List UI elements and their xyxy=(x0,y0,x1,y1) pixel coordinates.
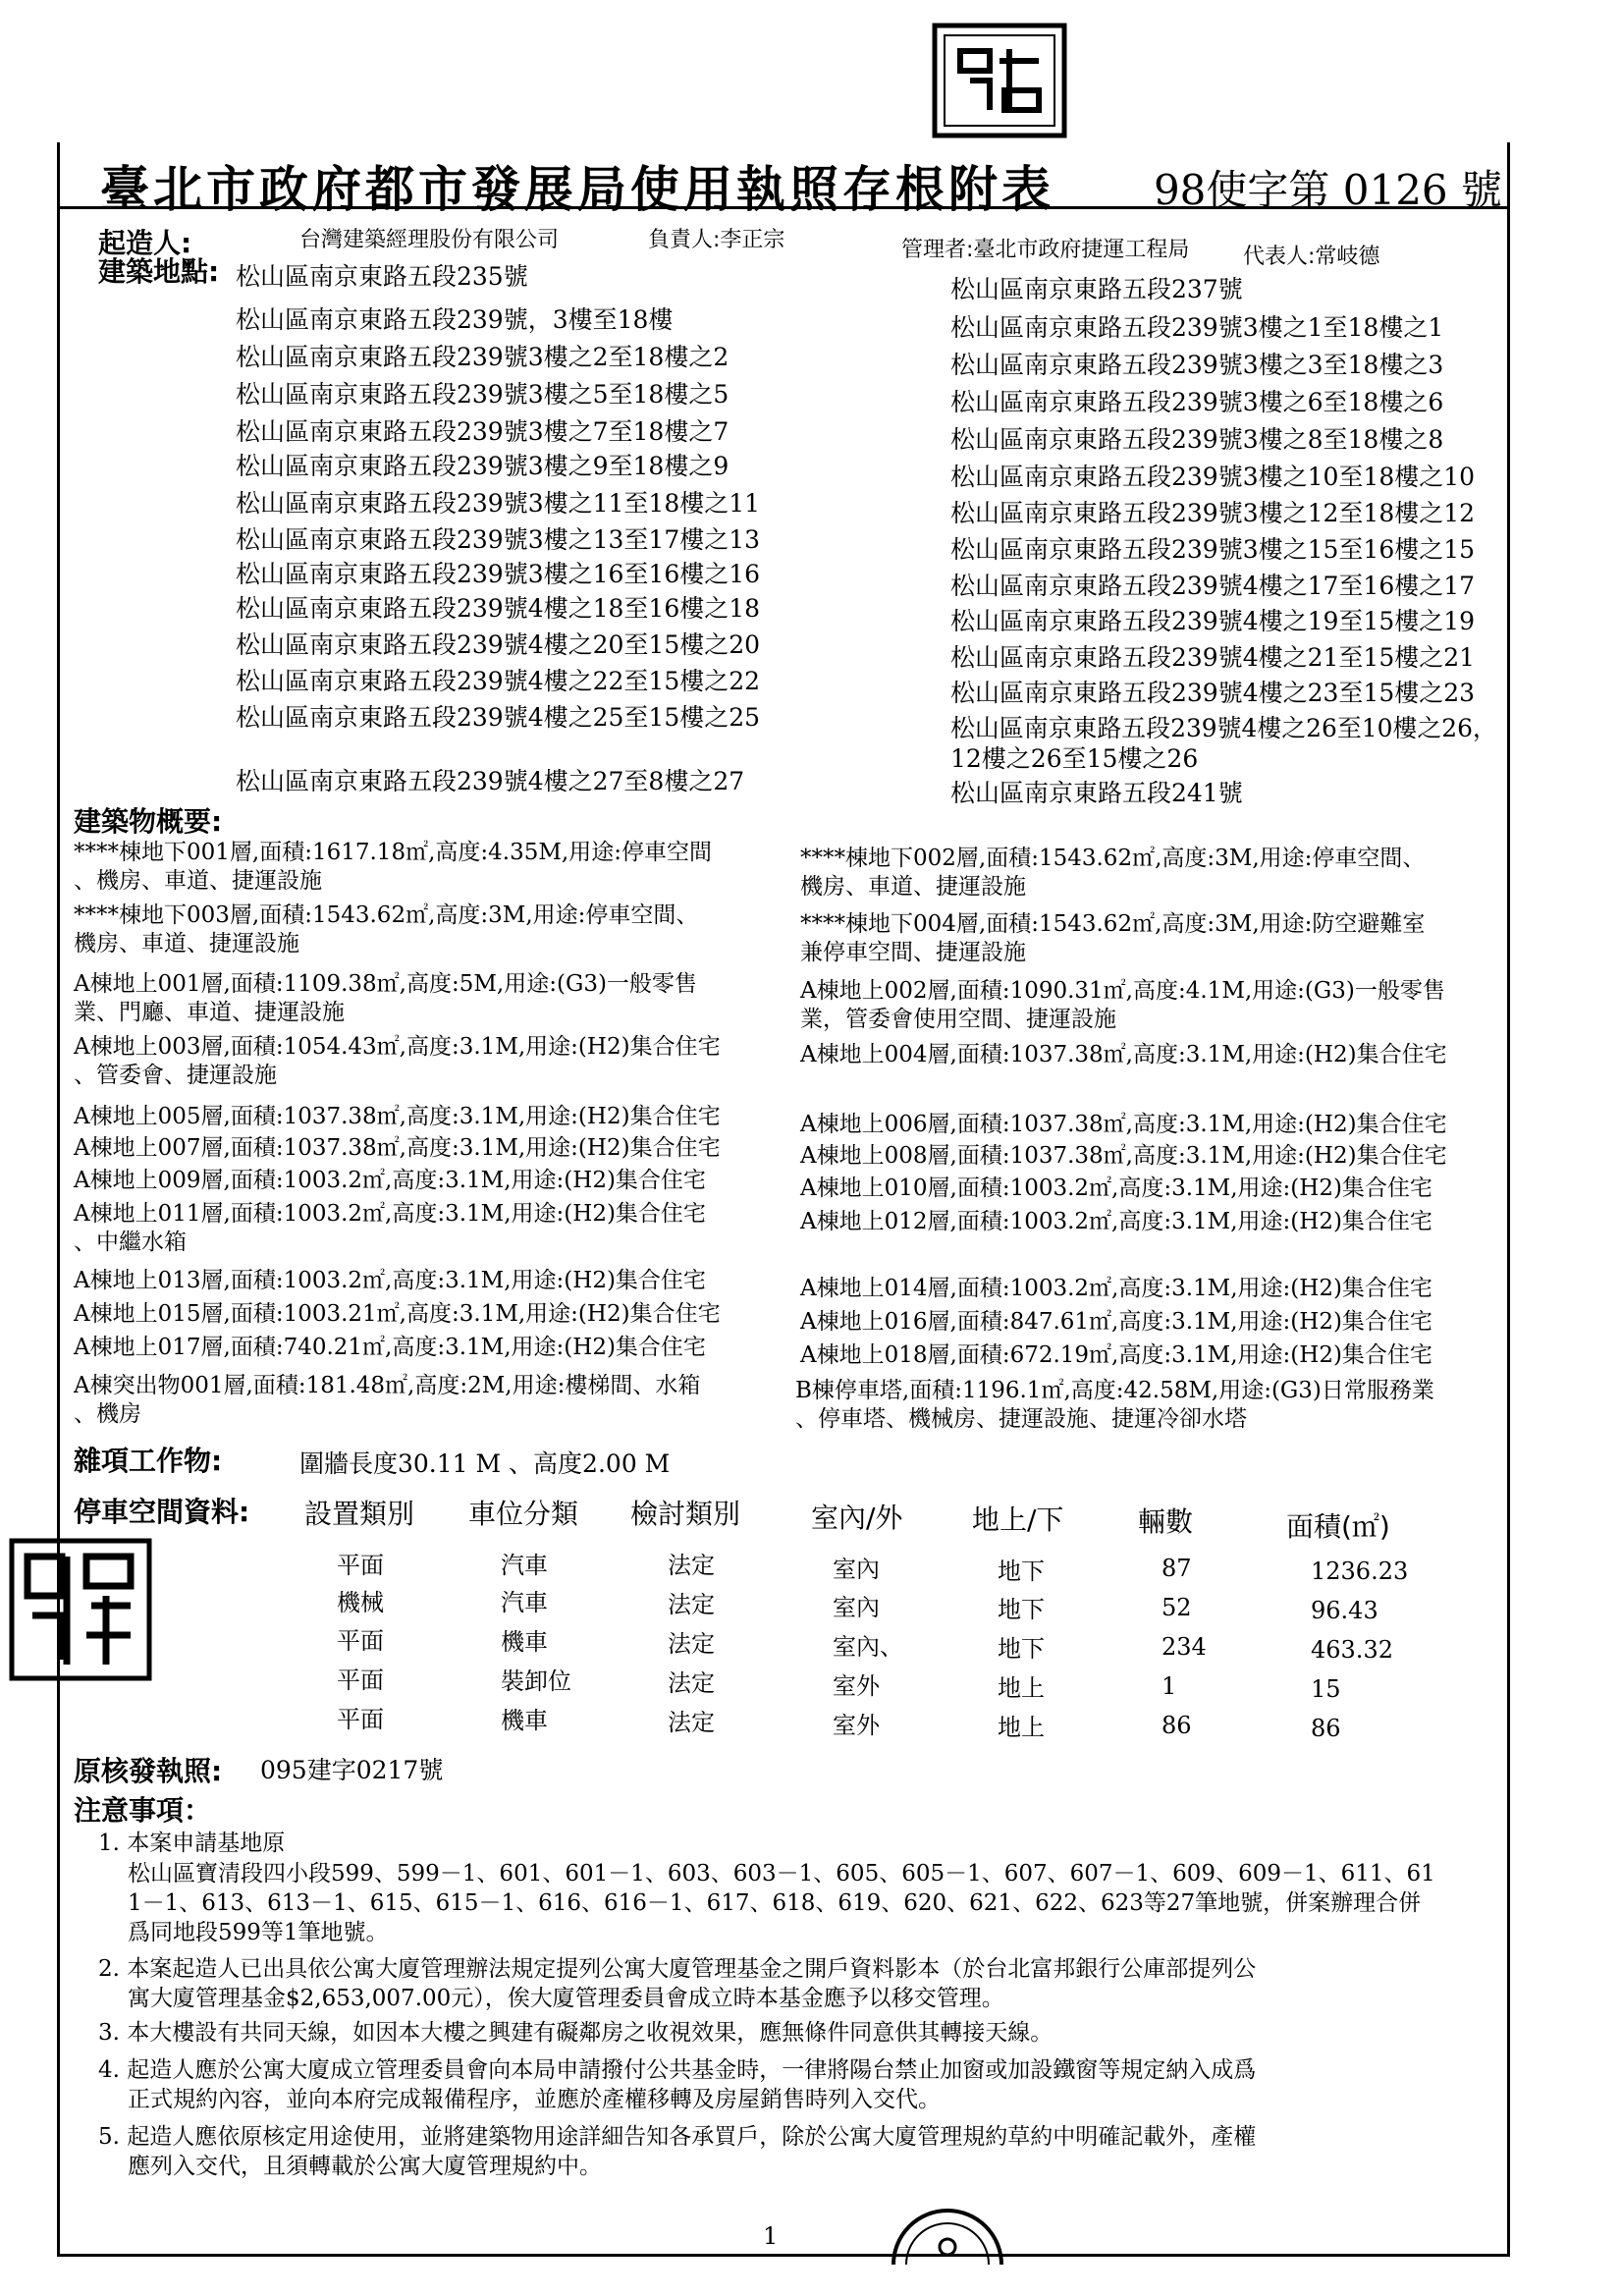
parking-cell: 平面 xyxy=(337,1627,384,1655)
note-line: 3. 本大樓設有共同天線，如因本大樓之興建有礙鄰房之收視效果，應無條件同意供其轉接天線。 xyxy=(98,2020,1054,2046)
parking-cell: 15 xyxy=(1311,1675,1341,1703)
parking-cell: 法定 xyxy=(668,1709,715,1736)
title-row xyxy=(57,131,1510,218)
overview-line-left: 、機房、車道、捷運設施 xyxy=(74,868,322,894)
note-line: 2. 本案起造人已出具依公寓大廈管理辦法規定提列公寓大廈管理基金之開戶資料影本（於台北富邦銀行公庫部提列公 xyxy=(98,1956,1257,1982)
parking-label: 停車空間資料: xyxy=(74,1496,250,1528)
parking-cell: 法定 xyxy=(668,1552,715,1579)
overview-line-right: 業，管委會使用空間、捷運設施 xyxy=(800,1007,1116,1032)
site-address-left: 松山區南京東路五段239號3樓之11至18樓之11 xyxy=(236,489,761,518)
site-address-right: 松山區南京東路五段239號3樓之10至18樓之10 xyxy=(950,463,1476,491)
parking-cell: 地上 xyxy=(998,1714,1045,1741)
overview-line-left: A棟地上017層,面積:740.21㎡,高度:3.1M,用途:(H2)集合住宅 xyxy=(74,1335,706,1360)
note-line: 1－1、613、613－1、615、615－1、616、616－1、617、618、619、620、621、622、623等27筆地號，併案辦理合併 xyxy=(128,1890,1422,1916)
site-address-left: 松山區南京東路五段239號3樓之7至18樓之7 xyxy=(236,417,729,446)
note-line: 應列入交代，且須轉載於公寓大廈管理規約中。 xyxy=(128,2154,602,2179)
parking-header: 設置類別 xyxy=(304,1498,415,1530)
site-address-left: 松山區南京東路五段239號4樓之27至8樓之27 xyxy=(236,767,745,795)
overview-line-left: 、機房 xyxy=(74,1401,141,1427)
overview-line-left: A棟地上005層,面積:1037.38㎡,高度:3.1M,用途:(H2)集合住宅 xyxy=(74,1104,721,1129)
parking-cell: 地下 xyxy=(998,1635,1045,1663)
parking-header: 室內/外 xyxy=(811,1502,903,1534)
parking-cell: 法定 xyxy=(668,1591,715,1618)
overview-line-right: A棟地上014層,面積:1003.2㎡,高度:3.1M,用途:(H2)集合住宅 xyxy=(800,1276,1432,1301)
overview-label: 建築物概要: xyxy=(74,805,223,838)
overview-line-left: A棟地上009層,面積:1003.2㎡,高度:3.1M,用途:(H2)集合住宅 xyxy=(74,1168,706,1193)
manager-rep: 代表人:常岐德 xyxy=(1243,245,1380,269)
parking-cell: 52 xyxy=(1162,1594,1192,1621)
overview-line-right: A棟地上010層,面積:1003.2㎡,高度:3.1M,用途:(H2)集合住宅 xyxy=(800,1175,1432,1201)
parking-cell: 汽車 xyxy=(501,1552,548,1579)
parking-cell: 平面 xyxy=(337,1552,384,1579)
site-address-left: 松山區南京東路五段239號4樓之20至15樓之20 xyxy=(236,630,761,659)
parking-cell: 法定 xyxy=(668,1669,715,1697)
site-address-left: 松山區南京東路五段239號4樓之22至15樓之22 xyxy=(236,667,761,695)
parking-cell: 1236.23 xyxy=(1311,1558,1409,1585)
parking-cell: 地上 xyxy=(998,1674,1045,1702)
site-address-left: 松山區南京東路五段239號3樓之2至18樓之2 xyxy=(236,343,729,371)
parking-cell: 地下 xyxy=(998,1558,1045,1585)
parking-cell: 室內、 xyxy=(833,1633,903,1661)
overview-line-right: 機房、車道、捷運設施 xyxy=(800,874,1026,900)
overview-line-left: 機房、車道、捷運設施 xyxy=(74,931,299,957)
overview-line-left: A棟突出物001層,面積:181.48㎡,高度:2M,用途:樓梯間、水箱 xyxy=(74,1373,701,1398)
top-seal xyxy=(931,22,1068,141)
site-address-right: 松山區南京東路五段239號3樓之1至18樓之1 xyxy=(950,313,1444,342)
site-address-right: 松山區南京東路五段237號 xyxy=(950,275,1243,303)
parking-cell: 室內 xyxy=(833,1556,880,1583)
misc-label: 雜項工作物: xyxy=(74,1445,223,1477)
site-address-right: 松山區南京東路五段239號3樓之3至18樓之3 xyxy=(950,351,1444,379)
site-address-left: 松山區南京東路五段239號4樓之25至15樓之25 xyxy=(236,703,761,732)
note-line: 寓大廈管理基金$2,653,007.00元），俟大廈管理委員會成立時本基金應予以移交管理。 xyxy=(128,1986,1004,2011)
site-address-left: 松山區南京東路五段239號，3樓至18樓 xyxy=(236,305,674,334)
parking-cell: 法定 xyxy=(668,1630,715,1658)
site-label: 建築地點: xyxy=(98,255,220,288)
page-title: 臺北市政府都市發展局使用執照存根附表 xyxy=(100,160,1054,218)
site-address-right: 松山區南京東路五段239號4樓之17至16樓之17 xyxy=(950,572,1476,600)
parking-cell: 機械 xyxy=(337,1589,384,1616)
site-address-left: 松山區南京東路五段239號3樓之5至18樓之5 xyxy=(236,380,729,409)
overview-line-left: A棟地上001層,面積:1109.38㎡,高度:5M,用途:(G3)一般零售 xyxy=(74,971,697,997)
site-address-right: 松山區南京東路五段239號3樓之12至18樓之12 xyxy=(950,499,1476,527)
parking-cell: 平面 xyxy=(337,1706,384,1733)
overview-line-left: A棟地上015層,面積:1003.21㎡,高度:3.1M,用途:(H2)集合住宅 xyxy=(74,1301,721,1327)
note-line: 松山區寶清段四小段599、599－1、601、601－1、603、603－1、605、605－1、607、607－1、609、609－1、611、61 xyxy=(128,1861,1435,1886)
overview-line-left: A棟地上011層,面積:1003.2㎡,高度:3.1M,用途:(H2)集合住宅 xyxy=(74,1201,706,1227)
site-address-right: 松山區南京東路五段239號4樓之23至15樓之23 xyxy=(950,679,1476,707)
parking-cell: 234 xyxy=(1162,1633,1207,1661)
overview-line-left: A棟地上013層,面積:1003.2㎡,高度:3.1M,用途:(H2)集合住宅 xyxy=(74,1268,706,1293)
note-line: 1. 本案申請基地原 xyxy=(98,1831,286,1856)
overview-line-right: 、停車塔、機械房、捷運設施、捷運冷卻水塔 xyxy=(795,1406,1247,1432)
page-number: 1 xyxy=(763,2222,779,2250)
parking-header: 車位分類 xyxy=(468,1498,579,1530)
site-address-left: 松山區南京東路五段235號 xyxy=(236,262,528,291)
note-line: 爲同地段599等1筆地號。 xyxy=(128,1920,389,1945)
site-address-right: 松山區南京東路五段239號3樓之15至16樓之15 xyxy=(950,535,1476,564)
parking-cell: 1 xyxy=(1162,1672,1177,1700)
overview-line-left: 、中繼水箱 xyxy=(74,1230,187,1255)
parking-cell: 86 xyxy=(1311,1715,1341,1742)
overview-line-right: A棟地上016層,面積:847.61㎡,高度:3.1M,用途:(H2)集合住宅 xyxy=(800,1309,1432,1335)
overview-line-right: A棟地上018層,面積:672.19㎡,高度:3.1M,用途:(H2)集合住宅 xyxy=(800,1342,1432,1368)
overview-line-right: ****棟地下004層,面積:1543.62㎡,高度:3M,用途:防空避難室 xyxy=(800,911,1426,937)
overview-line-left: ****棟地下001層,面積:1617.18㎡,高度:4.35M,用途:停車空間 xyxy=(74,840,712,865)
parking-cell: 室內 xyxy=(833,1594,880,1621)
parking-header: 地上/下 xyxy=(972,1503,1064,1536)
parking-cell: 機車 xyxy=(501,1628,548,1656)
site-address-left: 松山區南京東路五段239號4樓之18至16樓之18 xyxy=(236,594,761,623)
overview-line-left: 、管委會、捷運設施 xyxy=(74,1063,277,1088)
misc-value: 圍牆長度30.11 M 、高度2.00 M xyxy=(299,1449,671,1478)
parking-cell: 87 xyxy=(1162,1555,1192,1582)
overview-line-right: A棟地上006層,面積:1037.38㎡,高度:3.1M,用途:(H2)集合住宅 xyxy=(800,1112,1447,1137)
overview-line-left: A棟地上007層,面積:1037.38㎡,高度:3.1M,用途:(H2)集合住宅 xyxy=(74,1135,721,1161)
document-number: 98使字第 0126 號 xyxy=(1153,166,1502,214)
parking-header: 輛數 xyxy=(1138,1505,1194,1538)
overview-line-right: A棟地上002層,面積:1090.31㎡,高度:4.1M,用途:(G3)一般零售 xyxy=(800,978,1445,1004)
applicant-label: 起造人: xyxy=(98,227,192,259)
title-divider xyxy=(57,206,1510,209)
parking-cell: 室外 xyxy=(833,1712,880,1739)
note-line: 5. 起造人應依原核定用途使用，並將建築物用途詳細告知各承買戶，除於公寓大廈管理規約草約中明確記載外，產權 xyxy=(98,2124,1257,2150)
site-address-right: 松山區南京東路五段239號4樓之19至15樓之19 xyxy=(950,607,1476,635)
overview-line-right: A棟地上004層,面積:1037.38㎡,高度:3.1M,用途:(H2)集合住宅 xyxy=(800,1042,1447,1067)
site-address-left: 松山區南京東路五段239號3樓之16至16樓之16 xyxy=(236,560,761,588)
parking-cell: 汽車 xyxy=(501,1589,548,1616)
note-line: 正式規約內容，並向本府完成報備程序，並應於產權移轉及房屋銷售時列入交代。 xyxy=(128,2087,941,2112)
applicant-rep: 負責人:李正宗 xyxy=(648,228,785,252)
original-license-value: 095建字0217號 xyxy=(260,1756,444,1784)
overview-line-right: A棟地上008層,面積:1037.38㎡,高度:3.1M,用途:(H2)集合住宅 xyxy=(800,1143,1447,1169)
site-address-right: 松山區南京東路五段239號4樓之26至10樓之26， xyxy=(950,714,1497,742)
parking-cell: 96.43 xyxy=(1311,1597,1378,1624)
site-address-right: 松山區南京東路五段241號 xyxy=(950,779,1243,807)
overview-line-right: ****棟地下002層,面積:1543.62㎡,高度:3M,用途:停車空間、 xyxy=(800,846,1426,871)
parking-cell: 地下 xyxy=(998,1596,1045,1623)
overview-line-right: A棟地上012層,面積:1003.2㎡,高度:3.1M,用途:(H2)集合住宅 xyxy=(800,1209,1432,1234)
overview-line-right: 兼停車空間、捷運設施 xyxy=(800,940,1026,965)
manager: 管理者:臺北市政府捷運工程局 xyxy=(901,238,1190,262)
overview-line-left: 業、門廳、車道、捷運設施 xyxy=(74,1000,345,1025)
parking-cell: 平面 xyxy=(337,1667,384,1694)
site-address-right: 松山區南京東路五段239號4樓之21至15樓之21 xyxy=(950,643,1476,672)
overview-line-right: B棟停車塔,面積:1196.1㎡,高度:42.58M,用途:(G3)日常服務業 xyxy=(795,1378,1434,1403)
original-license-label: 原核發執照: xyxy=(74,1755,223,1787)
site-address-left: 松山區南京東路五段239號3樓之13至17樓之13 xyxy=(236,525,761,554)
applicant-name: 台灣建築經理股份有限公司 xyxy=(299,228,560,252)
notes-label: 注意事項： xyxy=(74,1794,212,1827)
parking-header: 檢討類別 xyxy=(630,1498,741,1530)
parking-cell: 86 xyxy=(1162,1712,1192,1739)
parking-cell: 463.32 xyxy=(1311,1636,1393,1664)
site-address-left: 松山區南京東路五段239號3樓之9至18樓之9 xyxy=(236,452,729,480)
parking-cell: 裝卸位 xyxy=(501,1667,571,1695)
overview-line-left: A棟地上003層,面積:1054.43㎡,高度:3.1M,用途:(H2)集合住宅 xyxy=(74,1034,721,1060)
site-address-right: 松山區南京東路五段239號3樓之6至18樓之6 xyxy=(950,388,1444,416)
note-line: 4. 起造人應於公寓大廈成立管理委員會向本局申請撥付公共基金時，一律將陽台禁止加窗或加設鐵窗等規定納入成爲 xyxy=(98,2057,1257,2083)
overview-line-left: ****棟地下003層,面積:1543.62㎡,高度:3M,用途:停車空間、 xyxy=(74,902,699,928)
parking-header: 面積(㎡) xyxy=(1286,1510,1390,1543)
site-address-right: 12樓之26至15樓之26 xyxy=(950,744,1199,773)
parking-cell: 機車 xyxy=(501,1707,548,1734)
parking-cell: 室外 xyxy=(833,1672,880,1700)
site-address-right: 松山區南京東路五段239號3樓之8至18樓之8 xyxy=(950,425,1444,454)
